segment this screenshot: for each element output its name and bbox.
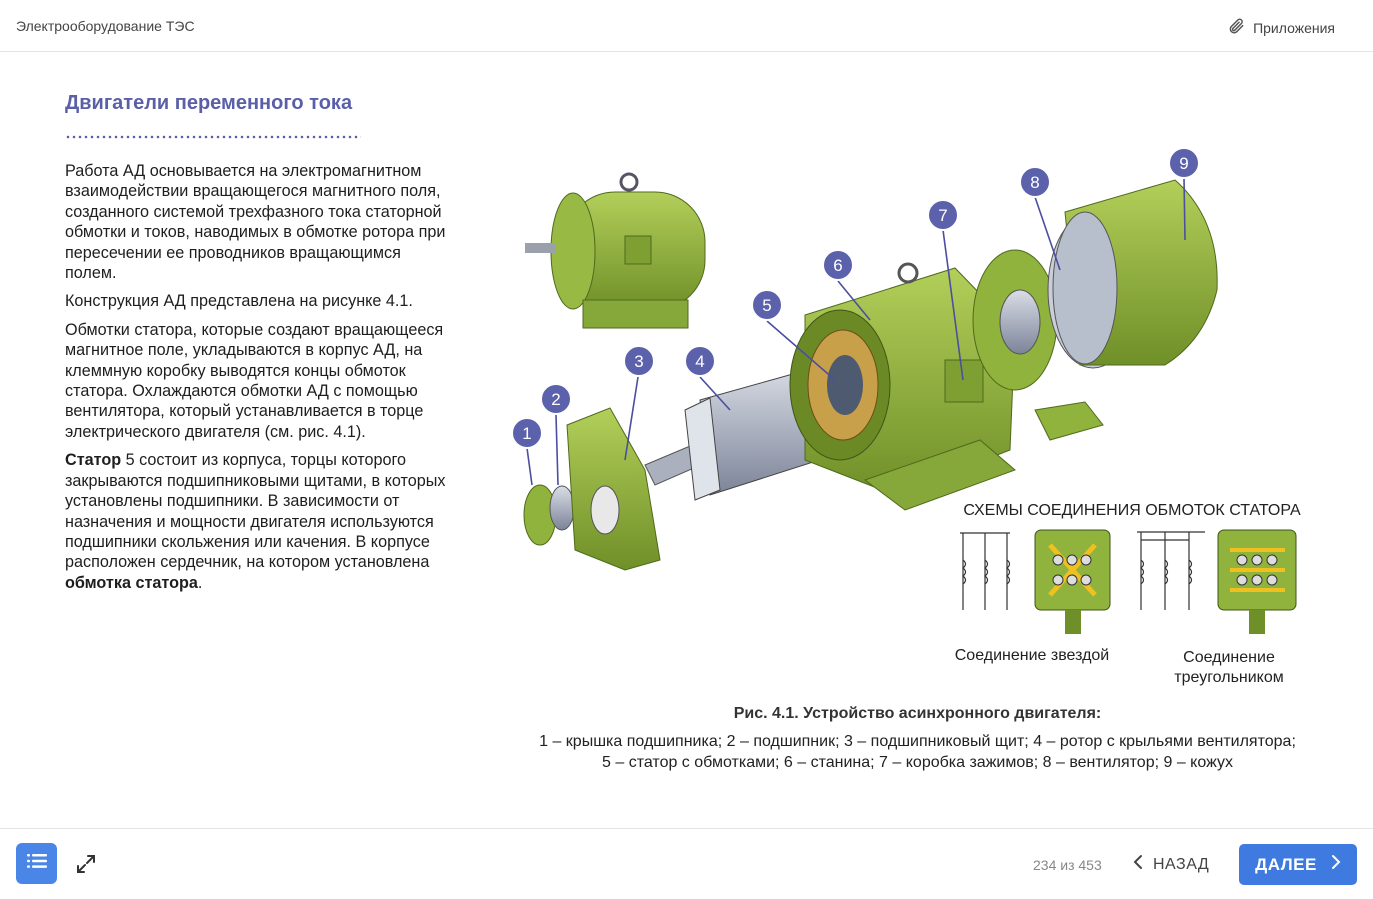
title-underline-dots [65, 135, 361, 139]
paragraph-4-text-2: . [197, 573, 203, 592]
attachments-button[interactable] [1227, 17, 1335, 38]
callout-2-label: 2 [551, 390, 561, 409]
callout-7 [928, 200, 958, 230]
page-counter: 234 из 453 [1033, 857, 1102, 873]
callout-8-label: 8 [1030, 173, 1040, 192]
course-title: Электрооборудование ТЭС [16, 18, 195, 34]
callout-7-label: 7 [938, 206, 948, 225]
paragraph-2: Конструкция АД представлена на рисунке 4.1. [65, 292, 413, 311]
next-label: ДАЛЕЕ [1255, 854, 1317, 874]
callout-6-label: 6 [833, 256, 843, 275]
paragraph-4 [65, 450, 450, 593]
fan-and-cover-image [973, 180, 1217, 390]
callout-2 [541, 384, 571, 414]
chevron-right-icon [1331, 854, 1341, 875]
delta-connection-label-line2: треугольником [1174, 669, 1284, 686]
attachments-label: Приложения [1253, 19, 1335, 36]
callout-6 [823, 250, 853, 280]
figure-caption-line-2: 5 – статор с обмотками; 6 – станина; 7 – коробка зажимов; 8 – вентилятор; 9 – кожух [602, 754, 1233, 771]
callout-5-label: 5 [762, 296, 772, 315]
table-of-contents-button[interactable] [16, 843, 57, 884]
star-connection-label: Соединение звездой [954, 647, 1110, 664]
assembled-motor-image [525, 174, 705, 328]
figure-caption-line-1: 1 – крышка подшипника; 2 – подшипник; 3 – подшипниковый щит; 4 – ротор с крыльями вентилятора; [539, 733, 1296, 750]
fullscreen-button[interactable] [75, 853, 97, 875]
callout-9 [1169, 148, 1199, 178]
chevron-left-icon [1133, 854, 1143, 875]
term-stator: Статор [65, 451, 122, 470]
callout-1-label: 1 [522, 424, 532, 443]
figure-caption-body [505, 731, 1330, 773]
back-label: НАЗАД [1153, 855, 1210, 873]
bearing-parts-image [524, 408, 660, 570]
next-button[interactable] [1239, 844, 1357, 885]
page-title: Двигатели переменного тока [65, 92, 353, 114]
paragraph-1: Работа АД основывается на электромагнитном взаимодействии вращающегося магнитного поля, созданного системой трехфазного тока статорной обмотки и токов, наводимых в обмотке ротора при пересечении ее проводников вращающимся полем. [65, 162, 446, 283]
list-icon [27, 853, 47, 874]
callout-1 [512, 418, 542, 448]
callout-3-label: 3 [634, 352, 644, 371]
paragraph-3: Обмотки статора, которые создают вращающееся магнитное поле, укладываются в корпус АД, на клеммную коробку выводятся концы обмоток статора. Охлаждаются обмотки АД с помощью вентилятора, который устанавливается в торце электрического двигателя (см. рис. 4.1). [65, 320, 444, 441]
back-button[interactable] [1133, 854, 1209, 875]
paperclip-icon [1227, 17, 1245, 38]
callout-4 [685, 346, 715, 376]
callout-3 [624, 346, 654, 376]
paragraph-4-text-1: 5 состоит из корпуса, торцы которого закрываются подшипниковыми щитами, в которых установлены подшипники. В зависимости от назначения и мощности двигателя используются подшипники скольжения или качения. В корпусе расположен сердечник, на котором установлена [65, 451, 446, 572]
callout-9-label: 9 [1179, 154, 1189, 173]
callout-4-label: 4 [695, 352, 705, 371]
star-connection-diagram [960, 530, 1110, 634]
figure-caption-title: Рис. 4.1. Устройство асинхронного двигателя: [733, 705, 1102, 722]
schemes-title: СХЕМЫ СОЕДИНЕНИЯ ОБМОТОК СТАТОРА [963, 502, 1301, 519]
callout-5 [752, 290, 782, 320]
delta-connection-label-line1: Соединение [1183, 649, 1275, 666]
body-text [65, 161, 450, 601]
bottom-bar [0, 828, 1373, 899]
term-stator-winding: обмотка статора [65, 573, 198, 592]
delta-connection-diagram [1137, 530, 1296, 634]
motor-figure [505, 140, 1330, 700]
expand-icon [75, 862, 97, 879]
callout-8 [1020, 167, 1050, 197]
top-bar [0, 0, 1373, 52]
